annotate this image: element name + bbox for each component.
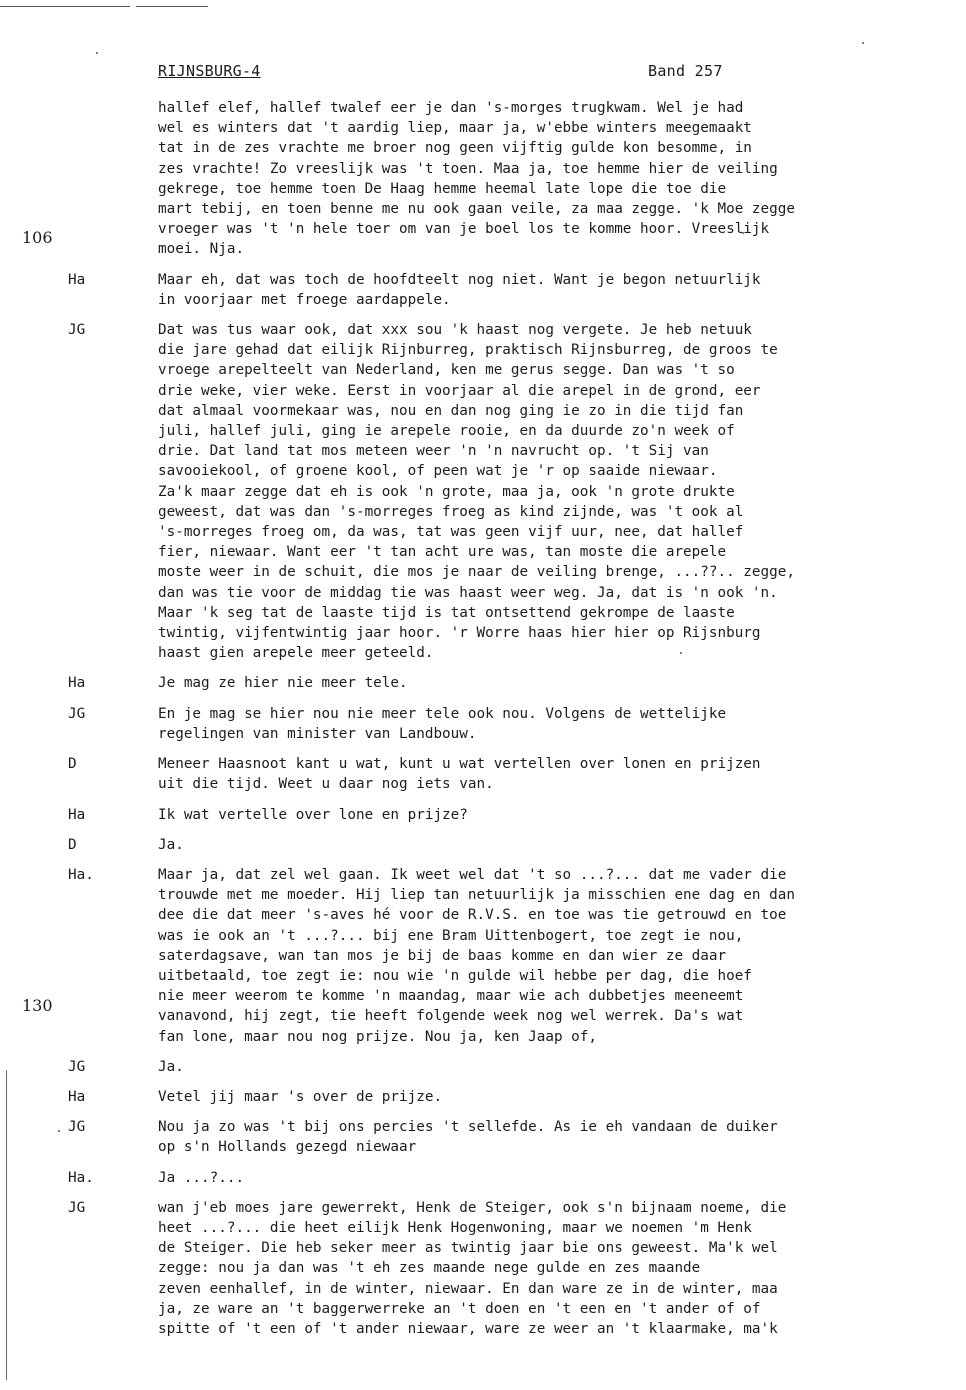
utterance-text: [158, 270, 943, 310]
text-line: Maar 'k seg tat de laaste tijd is tat ontsettend gekrompe de laaste: [158, 604, 735, 621]
speaker-label: JG: [68, 1058, 86, 1075]
text-line: Za'k maar zegge dat eh is ook 'n grote, maa ja, ook 'n grote drukte: [158, 483, 735, 500]
speck: [96, 52, 98, 54]
text-line: geweest, dat was dan 's-morreges froeg as kind zijnde, was 't ook al: [158, 503, 744, 520]
text-line: dan was tie voor de middag tie was haast weer weg. Ja, dat is 'n ook 'n.: [158, 584, 778, 601]
speaker-label: D: [68, 756, 77, 773]
speaker-label: Ha: [68, 675, 86, 692]
utterance-text: [158, 1057, 943, 1077]
text-line: Maar eh, dat was toch de hoofdteelt nog niet. Want je begon netuurlijk: [158, 271, 761, 288]
text-line: uit die tijd. Weet u daar nog iets van.: [158, 776, 494, 793]
transcript-entry: [0, 1198, 966, 1339]
text-line: drie weke, vier weke. Eerst in voorjaar al die arepel in de grond, eer: [158, 382, 761, 399]
text-line: vroeger was 't 'n hele toer om van je boel los te komme hoor. Vreeslijk: [158, 221, 770, 238]
text-line: op s'n Hollands gezegd niewaar: [158, 1139, 417, 1156]
utterance-text: [158, 865, 943, 1047]
utterance-text: [158, 704, 943, 744]
line-marker-106: 106: [22, 228, 53, 247]
speaker-label: JG: [68, 705, 86, 722]
text-line: juli, hallef juli, ging ie arepele rooie, en da duurde zo'n week of: [158, 423, 735, 440]
transcript-entry: [0, 704, 966, 744]
text-line: Meneer Haasnoot kant u wat, kunt u wat vertellen over lonen en prijzen: [158, 756, 761, 773]
utterance-text: [158, 1168, 943, 1188]
text-line: moste weer in de schuit, die mos je naar de veiling brenge, ...??.. zegge,: [158, 564, 795, 581]
text-line: haast gien arepele meer geteeld.: [158, 645, 434, 662]
text-line: Vetel jij maar 's over de prijze.: [158, 1088, 443, 1105]
text-line: tat in de zes vrachte me broer nog geen vijftig gulde kon besomme, in: [158, 140, 752, 157]
speaker-label: D: [68, 836, 77, 853]
text-line: Nou ja zo was 't bij ons percies 't sellefde. As ie eh vandaan de duiker: [158, 1119, 778, 1136]
text-line: uitbetaald, toe zegt ie: nou wie 'n gulde wil hebbe per dag, die hoef: [158, 967, 752, 984]
top-rule-left: [0, 6, 130, 7]
utterance-text: [158, 1087, 943, 1107]
speaker-label: JG: [68, 1199, 86, 1216]
text-line: fier, niewaar. Want eer 't tan acht ure was, tan moste die arepele: [158, 544, 727, 561]
utterance-text: [158, 754, 943, 794]
transcript-entry: [0, 1087, 966, 1107]
text-line: wan j'eb moes jare gewerrekt, Henk de Steiger, ook s'n bijnaam noeme, die: [158, 1199, 787, 1216]
text-line: mart tebij, en toen benne me nu ook gaan veile, za maa zegge. 'k Moe zegge: [158, 201, 795, 218]
transcript-entry: [0, 320, 966, 663]
speaker-label: Ha: [68, 1088, 86, 1105]
text-line: twintig, vijfentwintig jaar hoor. 'r Worre haas hier hier op Rijsnburg: [158, 625, 761, 642]
text-line: dat almaal voormekaar was, nou en dan nog ging ie zo in die tijd fan: [158, 402, 744, 419]
utterance-text: [158, 98, 943, 260]
text-line: saterdagsave, wan tan mos je bij de baas komme en dan wier ze daar: [158, 947, 727, 964]
text-line: Maar ja, dat zel wel gaan. Ik weet wel dat 't so ...?... dat me vader die: [158, 866, 787, 883]
text-line: spitte of 't een of 't ander niewaar, ware ze weer an 't klaarmake, ma'k: [158, 1320, 778, 1337]
speaker-label: Ha.: [68, 1169, 94, 1186]
transcript-entry: [0, 1057, 966, 1077]
text-line: zes vrachte! Zo vreeslijk was 't toen. Maa ja, toe hemme hier de veiling: [158, 160, 778, 177]
line-marker-130: 130: [22, 996, 53, 1015]
text-line: was ie ook an 't ...?... bij ene Bram Uittenbogert, toe zegt ie nou,: [158, 927, 744, 944]
text-line: Ja.: [158, 836, 184, 853]
utterance-text: [158, 805, 943, 825]
text-line: die jare gehad dat eilijk Rijnburreg, praktisch Rijnsburreg, de groos te: [158, 342, 778, 359]
transcript-entry: [0, 805, 966, 825]
speaker-label: Ha: [68, 806, 86, 823]
speaker-label: Ha.: [68, 866, 94, 883]
speaker-label: JG: [68, 1119, 86, 1136]
text-line: Ja ...?...: [158, 1169, 245, 1186]
text-line: 's-morreges froeg om, da was, tat was geen vijf uur, nee, dat hallef: [158, 524, 744, 541]
text-line: de Steiger. Die heb seker meer as twintig jaar bie ons geweest. Ma'k wel: [158, 1240, 778, 1257]
transcript-entry: [0, 270, 966, 310]
utterance-text: [158, 1117, 943, 1157]
text-line: Ik wat vertelle over lone en prijze?: [158, 806, 468, 823]
text-line: vanavond, hij zegt, tie heeft folgende week nog wel werrek. Da's wat: [158, 1008, 744, 1025]
text-line: nie meer weerom te komme 'n maandag, maar wie ach dubbetjes meeneemt: [158, 988, 744, 1005]
text-line: moei. Nja.: [158, 241, 245, 258]
speck: [862, 42, 864, 44]
transcript-entry: [0, 865, 966, 1047]
text-line: ja, ze ware an 't baggerwerreke an 't doen en 't een en 't ander of of: [158, 1300, 761, 1317]
text-line: wel es winters dat 't aardig liep, maar ja, w'ebbe winters meegemaakt: [158, 120, 752, 137]
speaker-label: JG: [68, 322, 86, 339]
text-line: Ja.: [158, 1058, 184, 1075]
transcript-entry: [0, 835, 966, 855]
transcript-entry: [0, 754, 966, 794]
text-line: dee die dat meer 's-aves hé voor de R.V.S. en toe was tie getrouwd en toe: [158, 907, 787, 924]
top-rule-right: [136, 6, 208, 7]
utterance-text: [158, 835, 943, 855]
text-line: drie. Dat land tat mos meteen weer 'n 'n navrucht op. 't Sij van: [158, 443, 709, 460]
text-line: hallef elef, hallef twalef eer je dan 's-morges trugkwam. Wel je had: [158, 100, 744, 116]
text-line: heet ...?... die heet eilijk Henk Hogenwoning, maar we noemen 'm Henk: [158, 1219, 752, 1236]
text-line: zegge: nou ja dan was 't eh zes maande nege gulde en zes maande: [158, 1260, 701, 1277]
text-line: trouwde met me moeder. Hij liep tan netuurlijk ja misschien ene dag en dan: [158, 887, 795, 904]
text-line: savooiekool, of groene kool, of peen wat je 'r op saaide niewaar.: [158, 463, 718, 480]
transcript-entry: [0, 1168, 966, 1188]
transcript-entry: [0, 1117, 966, 1157]
text-line: gekrege, toe hemme toen De Haag hemme heemal late lope die toe die: [158, 180, 727, 197]
utterance-text: [158, 673, 943, 693]
transcript-entry: [0, 673, 966, 693]
text-line: vroege arepelteelt van Nederland, ken me gerus segge. Dan was 't so: [158, 362, 735, 379]
text-line: fan lone, maar nou nog prijze. Nou ja, ken Jaap of,: [158, 1028, 597, 1045]
document-id: RIJNSBURG-4: [158, 62, 261, 80]
transcript-entry: [0, 98, 966, 260]
band-number: Band 257: [648, 62, 723, 80]
transcript-body: [0, 98, 966, 1349]
text-line: Je mag ze hier nie meer tele.: [158, 675, 408, 692]
text-line: in voorjaar met froege aardappele.: [158, 291, 451, 308]
speaker-label: Ha: [68, 271, 86, 288]
text-line: En je mag se hier nou nie meer tele ook nou. Volgens de wettelijke: [158, 705, 727, 722]
text-line: Dat was tus waar ook, dat xxx sou 'k haast nog vergete. Je heb netuuk: [158, 322, 752, 339]
text-line: regelingen van minister van Landbouw.: [158, 725, 477, 742]
utterance-text: [158, 1198, 943, 1339]
text-line: zeven eenhallef, in de winter, niewaar. En dan ware ze in de winter, maa: [158, 1280, 778, 1297]
utterance-text: [158, 320, 943, 663]
